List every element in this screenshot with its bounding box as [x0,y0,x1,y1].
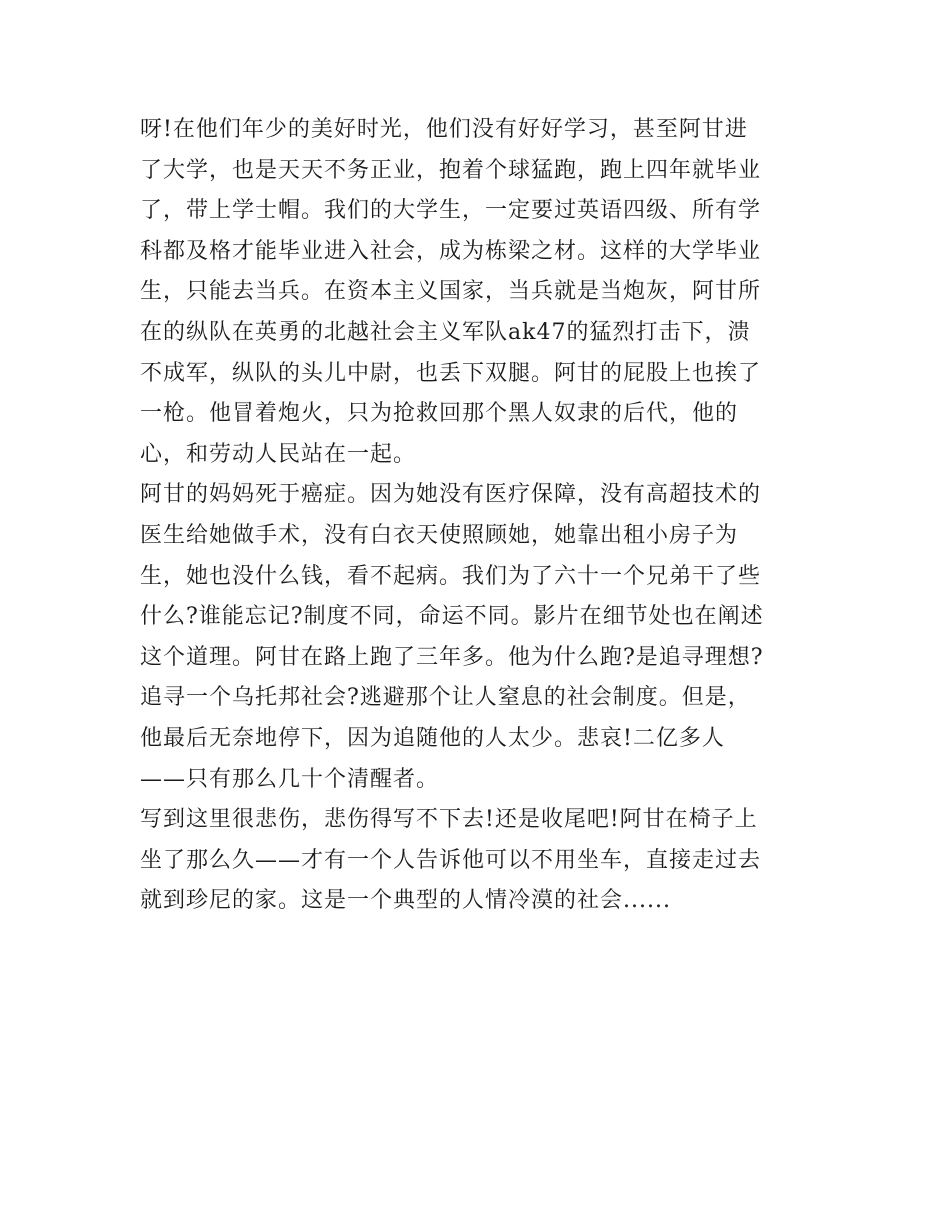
text-line: 了，带上学士帽。我们的大学生，一定要过英语四级、所有学 [140,198,762,224]
text-line: 阿甘的妈妈死于癌症。因为她没有医疗保障，没有高超技术的 [140,482,762,508]
text-line: 他最后无奈地停下，因为追随他的人太少。悲哀!二亿多人 [140,725,725,751]
text-line: 写到这里很悲伤，悲伤得写不下去!还是收尾吧!阿甘在椅子上 [140,807,758,833]
text-line: 医生给她做手术，没有白衣天使照顾她，她靠出租小房子为 [140,522,739,548]
text-line: 就到珍尼的家。这是一个典型的人情冷漠的社会...... [140,888,671,914]
text-line: 生，她也没什么钱，看不起病。我们为了六十一个兄弟干了些 [140,563,762,589]
text-line: 不成军，纵队的头儿中尉，也丢下双腿。阿甘的屁股上也挨了 [140,360,762,386]
text-line: 一枪。他冒着炮火，只为抢救回那个黑人奴隶的后代，他的 [140,401,739,427]
text-line: 坐了那么久——才有一个人告诉他可以不用坐车，直接走过去 [140,847,762,873]
text-line: 生，只能去当兵。在资本主义国家，当兵就是当炮灰，阿甘所 [140,279,762,305]
text-line: 在的纵队在英勇的北越社会主义军队ak47的猛烈打击下，溃 [140,319,751,345]
text-line: 科都及格才能毕业进入社会，成为栋梁之材。这样的大学毕业 [140,238,762,264]
text-line: 追寻一个乌托邦社会?逃避那个让人窒息的社会制度。但是， [140,685,751,711]
text-line: 呀!在他们年少的美好时光，他们没有好好学习，甚至阿甘进 [140,117,748,142]
text-line: 什么?谁能忘记?制度不同，命运不同。影片在细节处也在阐述 [140,604,764,630]
text-line: 了大学，也是天天不务正业，抱着个球猛跑，跑上四年就毕业 [140,157,762,183]
text-line: 心，和劳动人民站在一起。 [140,441,417,467]
text-line: 这个道理。阿甘在路上跑了三年多。他为什么跑?是追寻理想? [140,644,764,670]
text-line: ——只有那么几十个清醒者。 [140,766,440,792]
document-body [140,110,820,922]
